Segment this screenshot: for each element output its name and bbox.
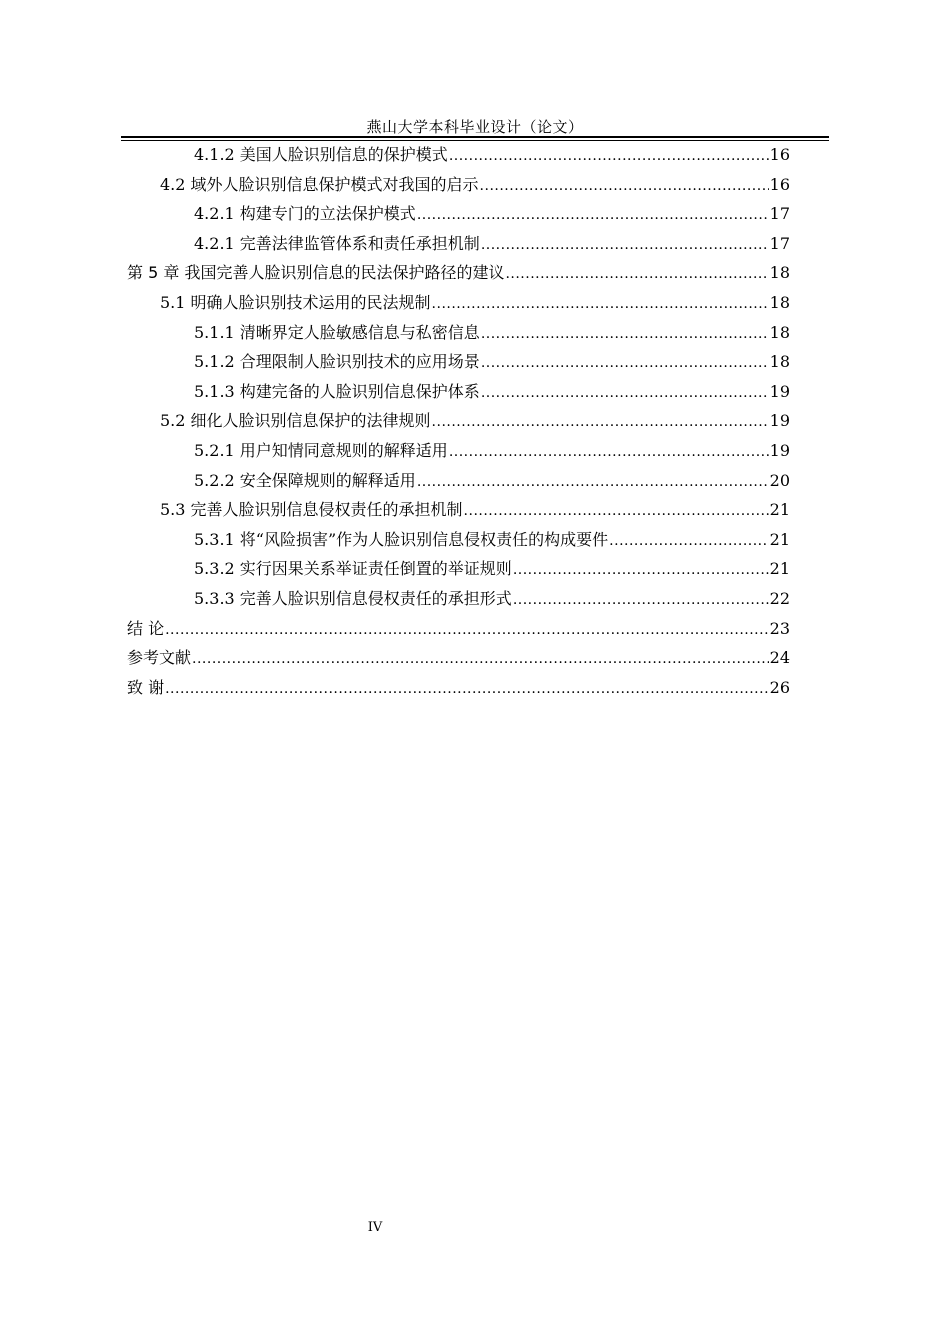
toc-entry-page: 16 [769, 174, 790, 194]
toc-entry-page: 21 [769, 529, 790, 549]
toc-leader-dots [464, 497, 769, 527]
toc-entry-label: 5.2.2 安全保障规则的解释适用 [194, 470, 416, 490]
toc-entry-page: 23 [769, 618, 790, 638]
toc-entry-page: 24 [769, 648, 790, 668]
toc-entry-label: 5.3 完善人脸识别信息侵权责任的承担机制 [160, 500, 463, 520]
toc-leader-dots [513, 556, 769, 586]
toc-entry[interactable] [127, 643, 790, 673]
toc-leader-dots [165, 616, 769, 646]
toc-leader-dots [513, 586, 769, 616]
toc-leader-dots [609, 527, 768, 557]
toc-entry[interactable] [127, 140, 790, 170]
toc-entry[interactable] [127, 170, 790, 200]
toc-entry[interactable] [127, 614, 790, 644]
toc-entry-label: 5.3.3 完善人脸识别信息侵权责任的承担形式 [194, 588, 512, 608]
toc-entry-label: 4.2 域外人脸识别信息保护模式对我国的启示 [160, 174, 479, 194]
toc-entry-label: 5.1 明确人脸识别技术运用的民法规制 [160, 292, 431, 312]
toc-entry-page: 26 [769, 677, 790, 697]
toc-entry-label: 4.2.1 完善法律监管体系和责任承担机制 [194, 233, 480, 253]
toc-entry-page: 19 [769, 440, 790, 460]
toc-leader-dots [165, 675, 769, 705]
toc-entry-page: 19 [769, 381, 790, 401]
toc-leader-dots [481, 231, 769, 261]
toc-entry-label: 5.1.3 构建完备的人脸识别信息保护体系 [194, 381, 480, 401]
toc-entry-label: 参考文献 [127, 648, 192, 668]
toc-entry[interactable] [127, 525, 790, 555]
toc-entry[interactable] [127, 377, 790, 407]
toc-entry[interactable] [127, 466, 790, 496]
toc-leader-dots [449, 142, 769, 172]
toc-entry-label: 致 谢 [127, 677, 165, 697]
running-header: 燕山大学本科毕业设计（论文） [366, 118, 584, 136]
toc-entry-page: 18 [769, 292, 790, 312]
toc-entry[interactable] [127, 199, 790, 229]
toc-entry-label: 5.2.1 用户知情同意规则的解释适用 [194, 440, 448, 460]
toc-leader-dots [192, 645, 769, 675]
toc-entry-page: 22 [769, 588, 790, 608]
toc-leader-dots [417, 201, 769, 231]
toc-leader-dots [449, 438, 769, 468]
toc-entry-page: 18 [769, 263, 790, 283]
toc-entry-page: 21 [769, 500, 790, 520]
toc-entry-label: 5.1.2 合理限制人脸识别技术的应用场景 [194, 352, 480, 372]
toc-entry-page: 18 [769, 352, 790, 372]
toc-entry[interactable] [127, 288, 790, 318]
toc-entry-label: 5.2 细化人脸识别信息保护的法律规则 [160, 411, 431, 431]
toc-entry-label: 4.1.2 美国人脸识别信息的保护模式 [194, 145, 448, 164]
toc-leader-dots [481, 379, 769, 409]
toc-entry-label: 结 论 [127, 618, 165, 638]
toc-entry[interactable] [127, 229, 790, 259]
toc-entry[interactable] [127, 673, 790, 703]
toc-entry-label: 4.2.1 构建专门的立法保护模式 [194, 204, 416, 224]
toc-entry-page: 17 [769, 204, 790, 224]
toc-entry-label: 5.1.1 清晰界定人脸敏感信息与私密信息 [194, 322, 480, 342]
toc-entry[interactable] [127, 318, 790, 348]
toc-entry-page: 20 [769, 470, 790, 490]
toc-leader-dots [432, 408, 769, 438]
toc-entry-page: 18 [769, 322, 790, 342]
toc-leader-dots [481, 320, 769, 350]
toc-entry[interactable] [127, 406, 790, 436]
toc-entry[interactable] [127, 436, 790, 466]
toc-entry-label: 第 5 章 我国完善人脸识别信息的民法保护路径的建议 [127, 263, 505, 283]
toc-entry-page: 19 [769, 411, 790, 431]
toc-entry-label: 5.3.2 实行因果关系举证责任倒置的举证规则 [194, 559, 512, 579]
toc-entry[interactable] [127, 584, 790, 614]
header-rule [121, 136, 829, 138]
page-number: IV [367, 1220, 383, 1235]
toc-entry[interactable] [127, 258, 790, 288]
toc-entry-page: 17 [769, 233, 790, 253]
table-of-contents [127, 140, 790, 702]
toc-entry-page: 16 [769, 145, 790, 164]
toc-leader-dots [480, 172, 769, 202]
toc-entry-page: 21 [769, 559, 790, 579]
toc-entry[interactable] [127, 347, 790, 377]
toc-leader-dots [481, 349, 769, 379]
toc-entry-label: 5.3.1 将“风险损害”作为人脸识别信息侵权责任的构成要件 [194, 529, 609, 549]
toc-entry[interactable] [127, 495, 790, 525]
toc-leader-dots [417, 468, 769, 498]
toc-leader-dots [432, 290, 769, 320]
toc-leader-dots [505, 260, 768, 290]
toc-entry[interactable] [127, 554, 790, 584]
